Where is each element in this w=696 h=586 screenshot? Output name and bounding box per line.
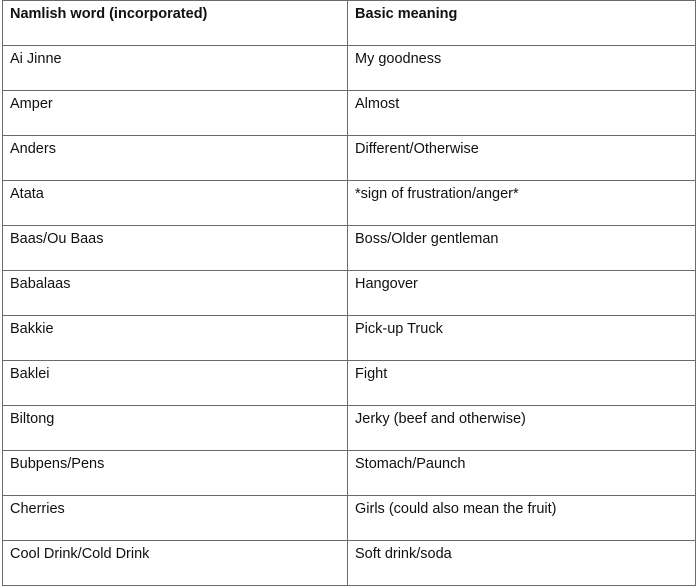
namlish-word-cell: Biltong (3, 406, 348, 451)
table-row (3, 181, 696, 226)
table-row (3, 271, 696, 316)
header-namlish-word: Namlish word (incorporated) (3, 1, 348, 46)
table-header (3, 1, 696, 46)
table-row (3, 406, 696, 451)
table-row (3, 496, 696, 541)
namlish-word-cell: Cherries (3, 496, 348, 541)
meaning-cell: Different/Otherwise (348, 136, 696, 181)
meaning-cell: Girls (could also mean the fruit) (348, 496, 696, 541)
meaning-cell: Fight (348, 361, 696, 406)
table-row (3, 316, 696, 361)
meaning-cell: *sign of frustration/anger* (348, 181, 696, 226)
table-row (3, 91, 696, 136)
meaning-cell: Pick-up Truck (348, 316, 696, 361)
namlish-word-cell: Cool Drink/Cold Drink (3, 541, 348, 586)
table-row (3, 136, 696, 181)
header-row (3, 1, 696, 46)
meaning-cell: My goodness (348, 46, 696, 91)
meaning-cell: Almost (348, 91, 696, 136)
table-row (3, 541, 696, 586)
meaning-cell: Boss/Older gentleman (348, 226, 696, 271)
namlish-word-cell: Bubpens/Pens (3, 451, 348, 496)
namlish-word-cell: Ai Jinne (3, 46, 348, 91)
namlish-word-cell: Baklei (3, 361, 348, 406)
meaning-cell: Stomach/Paunch (348, 451, 696, 496)
namlish-word-cell: Amper (3, 91, 348, 136)
table-row (3, 451, 696, 496)
meaning-cell: Jerky (beef and otherwise) (348, 406, 696, 451)
glossary-table (2, 0, 696, 586)
table-body (3, 46, 696, 586)
meaning-cell: Hangover (348, 271, 696, 316)
namlish-word-cell: Anders (3, 136, 348, 181)
namlish-word-cell: Bakkie (3, 316, 348, 361)
namlish-word-cell: Baas/Ou Baas (3, 226, 348, 271)
table-row (3, 361, 696, 406)
table-row (3, 46, 696, 91)
table-row (3, 226, 696, 271)
namlish-word-cell: Atata (3, 181, 348, 226)
meaning-cell: Soft drink/soda (348, 541, 696, 586)
header-basic-meaning: Basic meaning (348, 1, 696, 46)
namlish-word-cell: Babalaas (3, 271, 348, 316)
